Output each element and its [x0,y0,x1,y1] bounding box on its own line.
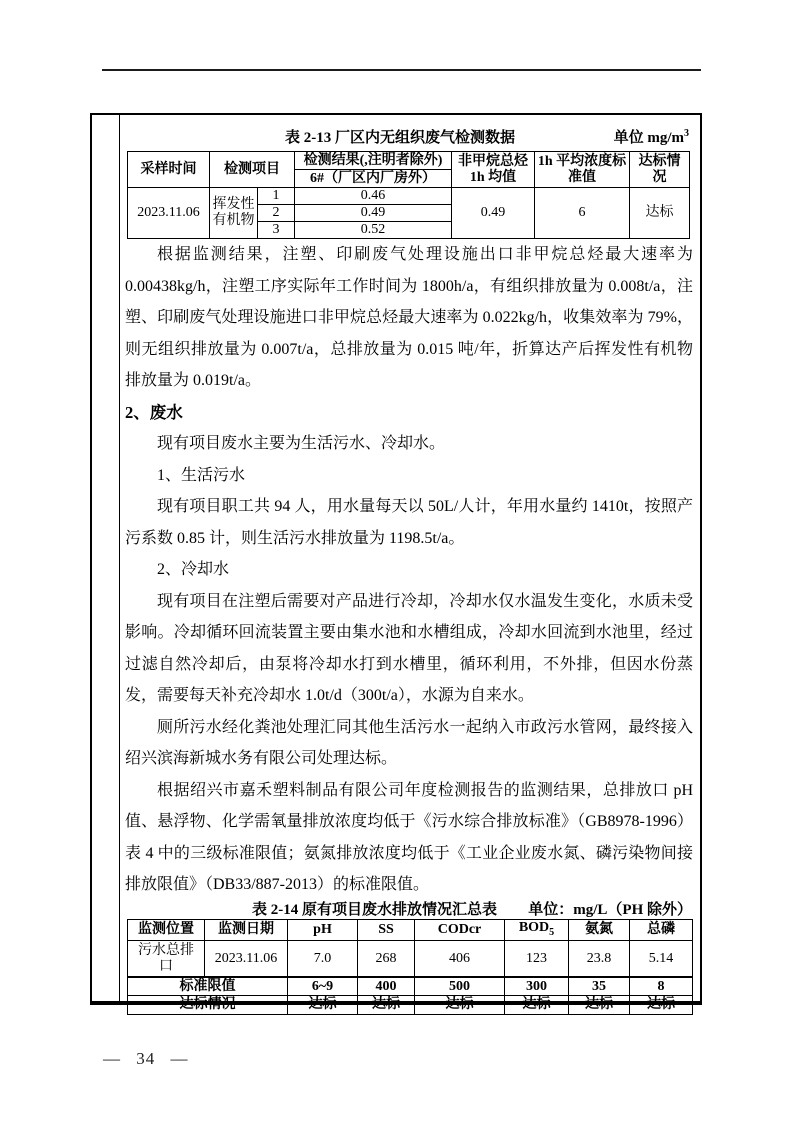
cell-item: 挥发性有机物 [210,188,258,239]
cell-compliance-ss: 达标 [358,996,415,1015]
cell-sample-value: 0.52 [295,222,452,239]
form-border-box [90,113,702,1013]
header-nmhc-avg: 非甲烷总烃 1h 均值 [452,152,535,188]
cell-monitor-location: 污水总排口 [128,941,205,977]
cell-ss-value: 268 [358,941,415,977]
cell-compliance-bod5: 达标 [505,996,569,1015]
header-compliance: 达标情况 [630,152,690,188]
cell-ammonia-value: 23.8 [569,941,630,977]
header-ss: SS [358,919,415,941]
paragraph-toilet-sewage: 厕所污水经化粪池处理汇同其他生活污水一起纳入市政污水管网，最终接入绍兴滨海新城水务有限公司处理达标。 [125,718,693,767]
header-phosphorus: 总磷 [630,919,693,941]
cell-compliance-codcr: 达标 [415,996,505,1015]
form-left-empty-column [92,115,120,1001]
table-2-13-unit: 单位 $mg/m^3$ [613,128,689,146]
paragraph-air-conclusion: 根据监测结果，注塑、印刷废气处理设施出口非甲烷总烃最大速率为 0.00438kg/h，注塑工序实际年工作时间为 1800h/a，有组织排放量为 0.008t/a，注塑、印刷废气处理设施进口非甲烷总烃最大速率为 0.022kg/h，收集效率为 79%，则无组织排放量为 0.007t/a，总排放量为 0.015 吨/年，折算达产后挥发性有机物排放量为 0.019t/a。 [125,246,693,389]
paragraph-cooling-water: 现有项目在注塑后需要对产品进行冷却，冷却水仅水温发生变化，水质未受影响。冷却循环回流装置主要由集水池和水槽组成，冷却水回流到水池里，经过过滤自然冷却后，由泵将冷却水打到水槽里，循环利用，不外排，但因水份蒸发，需要每天补充冷却水 1.0t/d（300t/a），水源为自来水。 [125,592,693,704]
page-number: — 34 — [103,1049,189,1068]
header-sample-time: 采样时间 [128,152,210,188]
paragraph-domestic-sewage: 现有项目职工共 94 人，用水量每天以 50L/人计，年用水量约 1410t，按照产污系数 0.85 计，则生活污水排放量为 1198.5t/a。 [125,498,693,547]
cell-phosphorus-value: 5.14 [630,941,693,977]
table-2-14-caption [127,901,692,919]
header-result-line2: 6#（厂区内厂房外） [295,170,452,188]
header-ammonia: 氨氮 [569,919,630,941]
header-item: 检测项目 [210,152,295,188]
section-heading-wastewater: 2、废水 [125,402,183,422]
cell-sample-no: 2 [258,205,295,222]
cell-sample-time: 2023.11.06 [128,188,210,239]
cell-limit-label: 标准限值 [128,977,288,996]
table-2-13-block [127,120,693,239]
header-result-line1: 检测结果(,注明者除外) [295,152,452,170]
cell-limit-ammonia: 35 [569,977,630,996]
cell-limit-ph: 6~9 [288,977,358,996]
cell-monitor-date: 2023.11.06 [205,941,288,977]
table-2-14-block [127,901,693,1016]
header-monitor-location: 监测位置 [128,919,205,941]
cell-sample-no: 3 [258,222,295,239]
cell-ph-value: 7.0 [288,941,358,977]
cell-sample-value: 0.49 [295,205,452,222]
cell-sample-value: 0.46 [295,188,452,205]
form-content-area [120,115,701,1013]
cell-standard-value: 6 [535,188,630,239]
header-bod5: $BOD_5$ [505,919,569,941]
header-ph: pH [288,919,358,941]
paragraph-monitoring-result: 根据绍兴市嘉禾塑料制品有限公司年度检测报告的监测结果，总排放口 pH 值、悬浮物、化学需氧量排放浓度均低于《污水综合排放标准》（GB8978-1996）表 4 中的三级标准限值；氨氮排放浓度均低于《工业企业废水氮、磷污染物间接排放限值》（DB33/887-2013）的标准限值。 [125,781,693,893]
header-codcr: CODcr [415,919,505,941]
subsection-title-cooling-water: 2、冷却水 [157,561,230,578]
cell-avg-1h: 0.49 [452,188,535,239]
cell-compliance-label: 达标情况 [128,996,288,1015]
table-2-14-title: 表 2-14 原有项目废水排放情况汇总表 [252,901,497,918]
table-2-13 [127,151,690,239]
cell-bod5-value: 123 [505,941,569,977]
cell-compliance-ph: 达标 [288,996,358,1015]
cell-limit-ss: 400 [358,977,415,996]
cell-limit-codcr: 500 [415,977,505,996]
cell-compliance-phosphorus: 达标 [630,996,693,1015]
header-standard: 1h 平均浓度标准值 [535,152,630,188]
table-2-13-title: 表 2-13 厂区内无组织废气检测数据 [285,130,515,146]
table-2-13-caption [127,120,689,151]
cell-limit-bod5: 300 [505,977,569,996]
table-2-14 [127,919,693,1016]
table-2-14-unit: 单位：mg/L（PH 除外） [528,901,692,918]
subsection-title-domestic-sewage: 1、生活污水 [157,466,246,484]
cell-compliance-ammonia: 达标 [569,996,630,1015]
paragraph-wastewater-overview: 现有项目废水主要为生活污水、冷却水。 [157,435,446,452]
cell-limit-phosphorus: 8 [630,977,693,996]
cell-compliance: 达标 [630,188,690,239]
page-header-rule [102,69,701,71]
header-monitor-date: 监测日期 [205,919,288,941]
cell-sample-no: 1 [258,188,295,205]
cell-codcr-value: 406 [415,941,505,977]
